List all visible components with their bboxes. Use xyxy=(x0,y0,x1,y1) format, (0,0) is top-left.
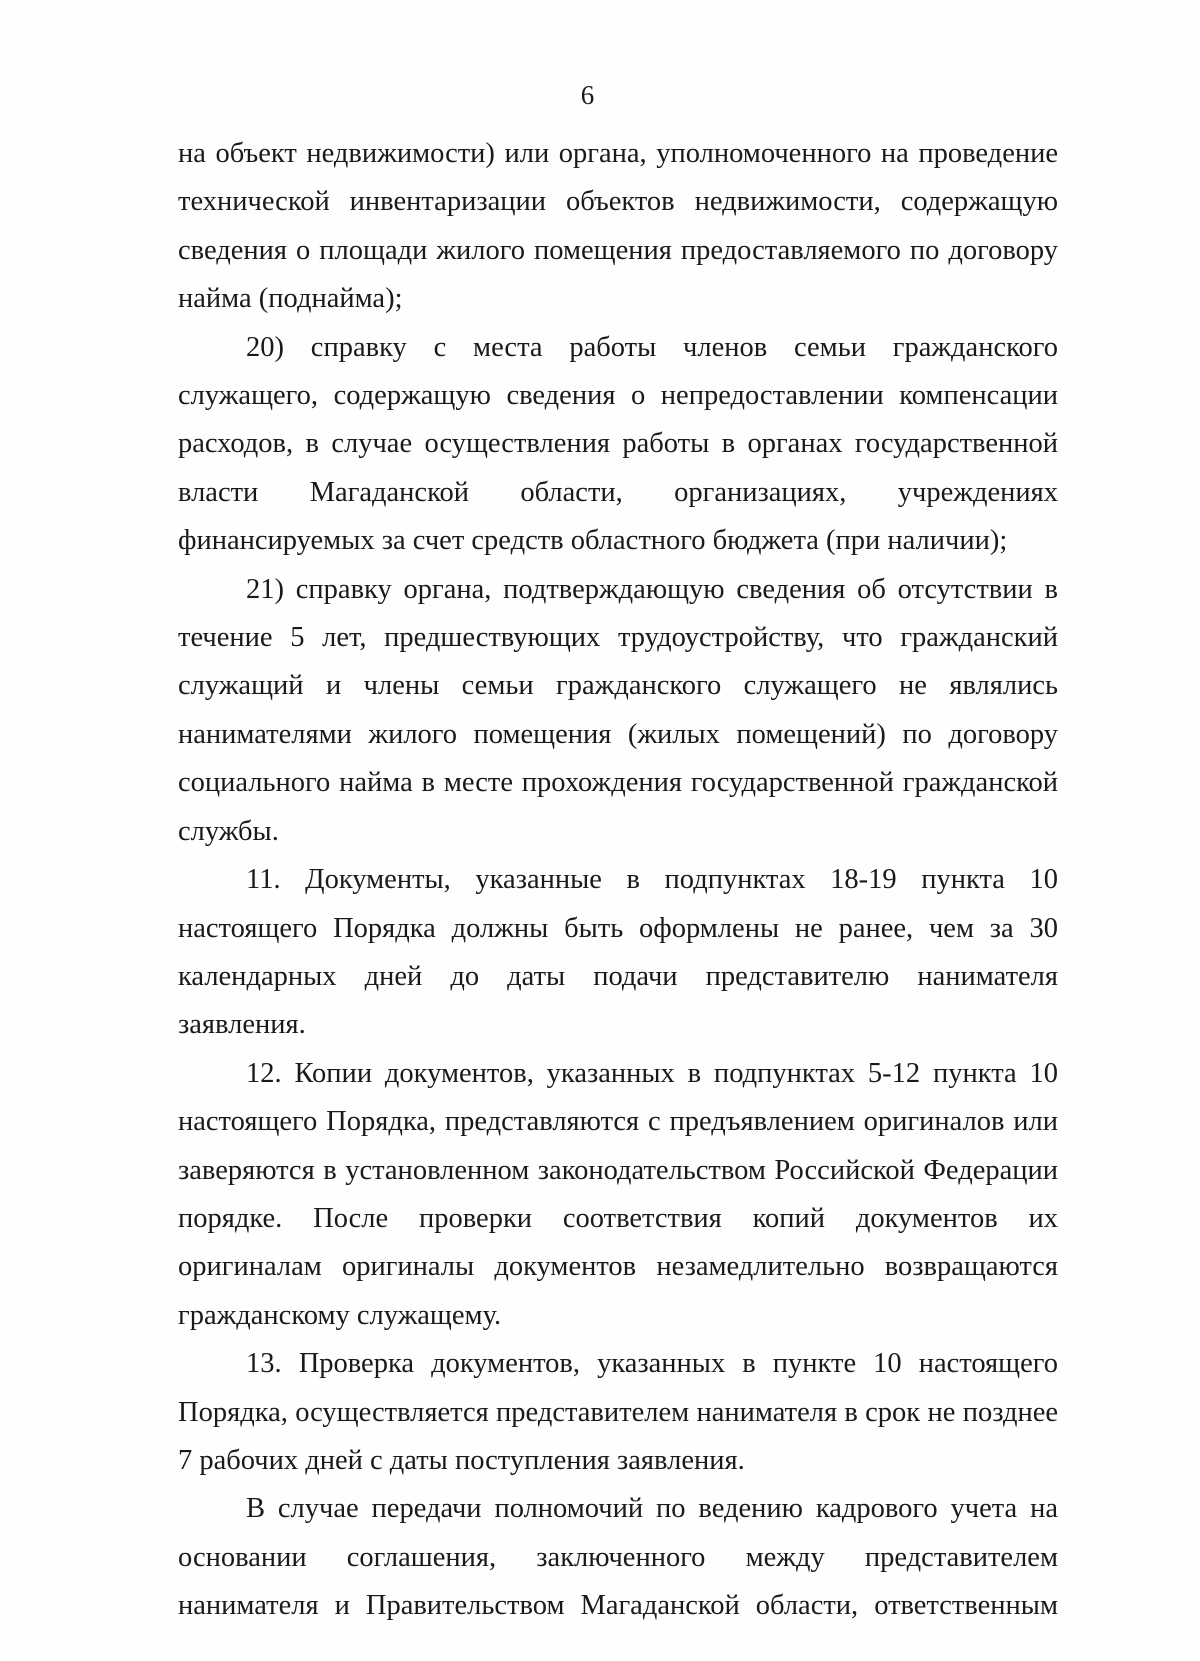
paragraph-item-20: 20) справку с места работы членов семьи гражданского служащего, содержащую сведения о непредоставлении компенсации расходов, в случае осуществления работы в органах государственной власти Магаданской области, организациях, учреждениях финансируемых за счет средств областного бюджета (при наличии); xyxy=(178,331,1058,557)
paragraph-item-21: 21) справку органа, подтверждающую сведения об отсутствии в течение 5 лет, предшествующих трудоустройству, что гражданский служащий и члены семьи гражданского служащего не являлись нанимателями жилого помещения (жилых помещений) по договору социального найма в месте прохождения государственной гражданской службы. xyxy=(178,573,1058,847)
paragraph-clause-11: 11. Документы, указанные в подпунктах 18-19 пункта 10 настоящего Порядка должны быть оформлены не ранее, чем за 30 календарных дней до даты подачи представителю нанимателя заявления. xyxy=(178,864,1058,1041)
paragraph-clause-12: 12. Копии документов, указанных в подпунктах 5-12 пункта 10 настоящего Порядка, представляются с предъявлением оригиналов или заверяются в установленном законодательством Российской Федерации порядке. После проверки соответствия копий документов их оригиналам оригиналы документов незамедлительно возвращаются гражданскому служащему. xyxy=(178,1057,1058,1331)
page-number: 6 xyxy=(580,80,595,110)
paragraph-delegation: В случае передачи полномочий по ведению кадрового учета на основании соглашения, заключенного между представителем нанимателя и Правительством Магаданской области, ответственным xyxy=(178,1493,1058,1622)
document-body xyxy=(178,130,1058,1631)
paragraph-clause-13: 13. Проверка документов, указанных в пункте 10 настоящего Порядка, осуществляется представителем нанимателя в срок не позднее 7 рабочих дней с даты поступления заявления. xyxy=(178,1348,1058,1476)
paragraph-continuation: на объект недвижимости) или органа, уполномоченного на проведение технической инвентаризации объектов недвижимости, содержащую сведения о площади жилого помещения предоставляемого по договору найма (поднайма); xyxy=(178,138,1058,315)
